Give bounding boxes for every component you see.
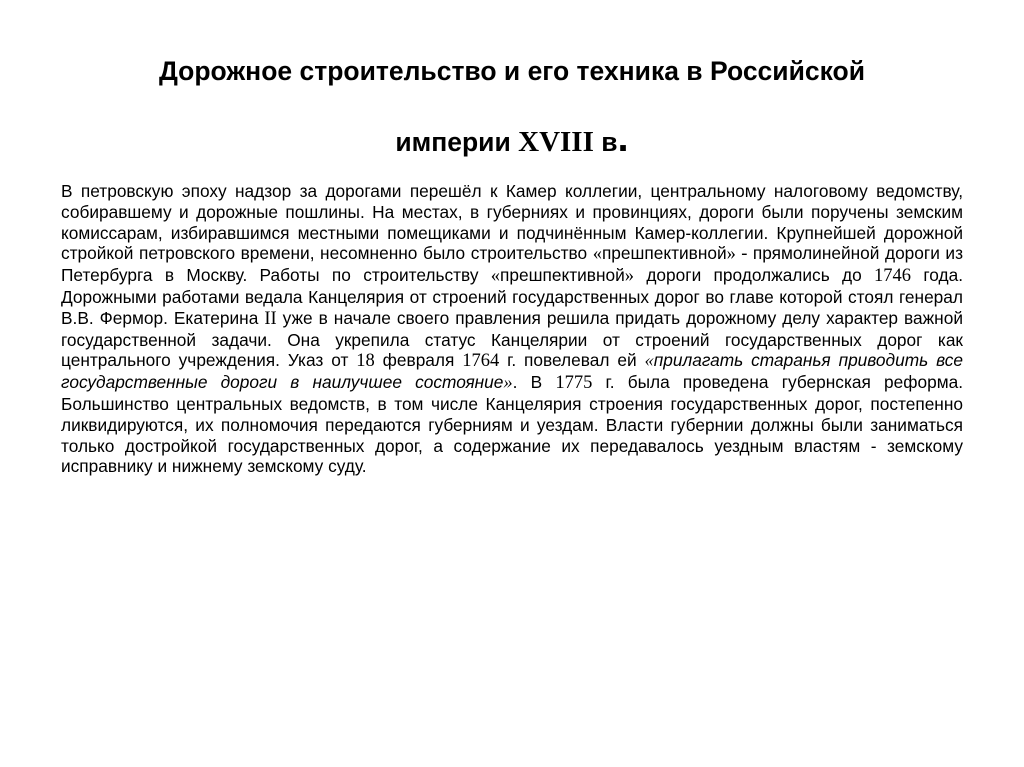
body-text-segment: II: [264, 308, 277, 329]
body-text-segment: г. была проведена губернская реформа. Большинство центральных ведомств, в том числе Канцелярия строения государственных дорог, постепенно ликвидируются, их полномочия передаются губерниям и уездам. Власти губернии должны были заниматься только достройкой государственных дорог, а содержание их передавалось уездным властям - земскому исправнику и нижнему земскому суду.: [61, 372, 963, 477]
body-text-segment: прешпективной: [601, 243, 727, 264]
body-text-segment: » -: [726, 244, 753, 265]
body-text-segment: «: [592, 244, 602, 265]
body-text-segment: уже в начале своего правления решила придать дорожному делу характер важной государственной задачи. Она укрепила статус Канцелярии от строений государственных дорог как центрального учреждения. Указ от: [61, 307, 963, 371]
body-text-segment: «: [644, 351, 654, 372]
title-line-2: [40, 107, 984, 178]
body-text-segment: прешпективной: [500, 265, 625, 286]
body-text-segment: дороги продолжались до: [634, 265, 875, 286]
body-text-segment: «: [490, 266, 501, 287]
body-text-segment: В петровскую эпоху надзор за дорогами перешёл к Камер коллегии, центральному налоговому ведомству, собиравшему и дорожные пошлины. На местах, в губерниях и провинциях, дороги были поручены земским комиссарам, избиравшимся местными помещиками и подчинённым Камер-коллегии. Крупнейшей дорожной стройкой петровского времени, несомненно было строительство: [61, 181, 963, 264]
title-line-2-suffix: в: [593, 127, 618, 157]
body-text-segment: 18: [356, 351, 375, 372]
body-text-segment: прямолинейной дороги из Петербурга в Москву. Работы по строительству: [61, 243, 963, 286]
title-century-numeral: XVIII: [518, 126, 594, 158]
slide-title: [40, 36, 984, 178]
body-text-segment: 1746: [874, 266, 912, 287]
title-line-1: Дорожное строительство и его техника в Российской: [158, 56, 865, 86]
body-text-segment: февраля: [374, 350, 463, 371]
body-text-segment: »: [624, 266, 635, 287]
body-text-segment: »: [503, 373, 513, 394]
body-text-segment: 1775: [555, 373, 593, 394]
body-text-segment: г. повелевал ей: [499, 350, 645, 371]
title-line-2-text: империи: [395, 127, 519, 157]
body-text-segment: . В: [512, 372, 556, 393]
body-paragraph: [61, 181, 963, 477]
body-text-segment: прилагать старанья приводить все государственные дороги в наилучшее состояние: [61, 350, 963, 393]
title-period: .: [617, 116, 629, 160]
body-text-segment: года. Дорожными работами ведала Канцелярия от строений государственных дорог во главе которой стоял генерал В.В. Фермор. Екатерина: [61, 265, 963, 328]
body-text-segment: 1764: [462, 351, 500, 372]
